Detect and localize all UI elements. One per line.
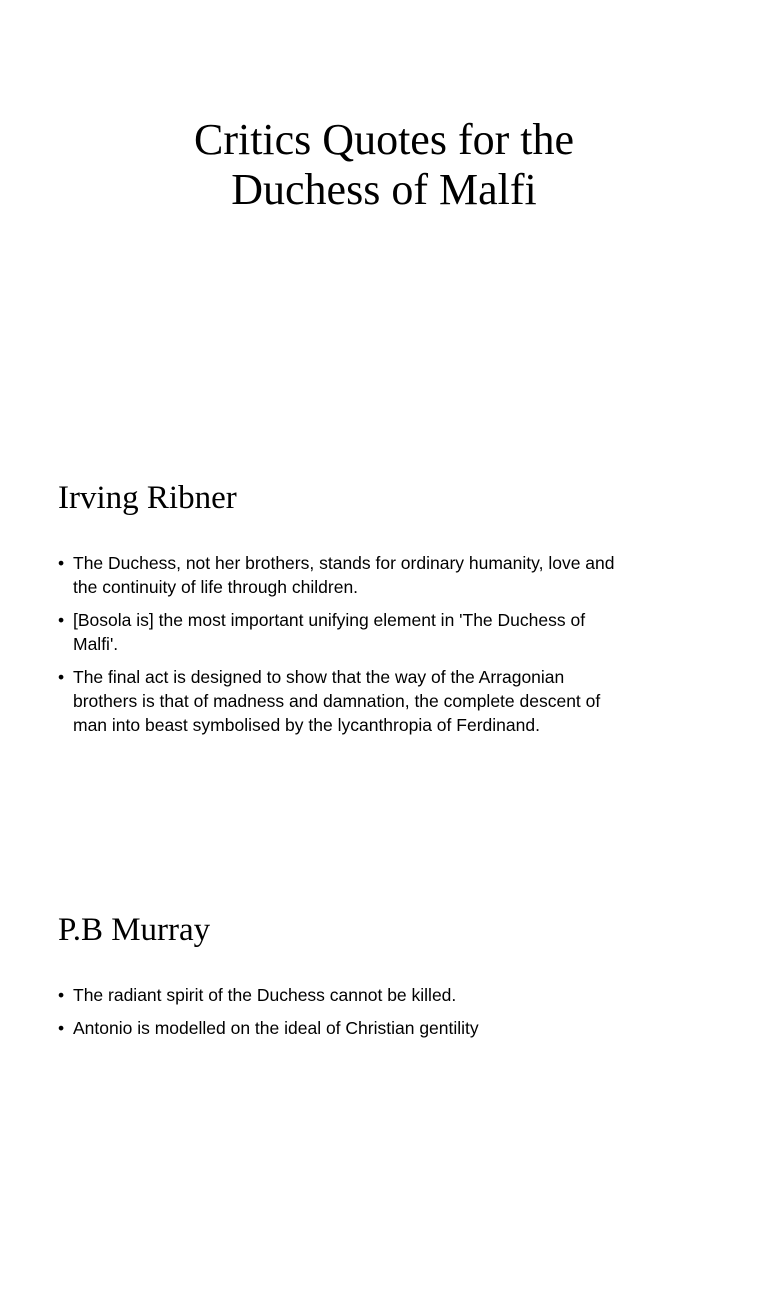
bullet-icon: •: [58, 985, 65, 1005]
bullet-line: Antonio is modelled on the ideal of Christian gentility: [73, 1018, 479, 1038]
bullet-list: [58, 551, 718, 746]
bullet-line: The final act is designed to show that the way of the Arragonian: [73, 667, 565, 687]
bullet-line: man into beast symbolised by the lycanthropia of Ferdinand.: [73, 715, 540, 735]
bullet-line: Malfi'.: [73, 634, 119, 654]
bullet-line: the continuity of life through children.: [73, 577, 359, 597]
slide-pb-murray: [0, 864, 768, 1296]
list-item: [58, 551, 718, 599]
bullet-line: [Bosola is] the most important unifying element in 'The Duchess of: [73, 610, 586, 630]
bullet-line: The radiant spirit of the Duchess cannot be killed.: [73, 985, 457, 1005]
page-title: [0, 115, 768, 215]
bullet-icon: •: [58, 553, 65, 573]
slide-irving-ribner: [0, 432, 768, 864]
slide-heading: P.B Murray: [58, 912, 211, 948]
bullet-line: brothers is that of madness and damnation, the complete descent of: [73, 691, 601, 711]
bullet-icon: •: [58, 667, 65, 687]
list-item: [58, 1016, 718, 1040]
bullet-list: [58, 983, 718, 1049]
list-item: [58, 608, 718, 656]
slide-heading: Irving Ribner: [58, 480, 237, 516]
title-line-1: Critics Quotes for the: [193, 115, 575, 164]
bullet-line: The Duchess, not her brothers, stands for ordinary humanity, love and: [73, 553, 615, 573]
list-item: [58, 983, 718, 1007]
title-line-2: Duchess of Malfi: [231, 165, 537, 214]
bullet-icon: •: [58, 610, 65, 630]
bullet-icon: •: [58, 1018, 65, 1038]
list-item: [58, 665, 718, 737]
slide-title: [0, 0, 768, 432]
